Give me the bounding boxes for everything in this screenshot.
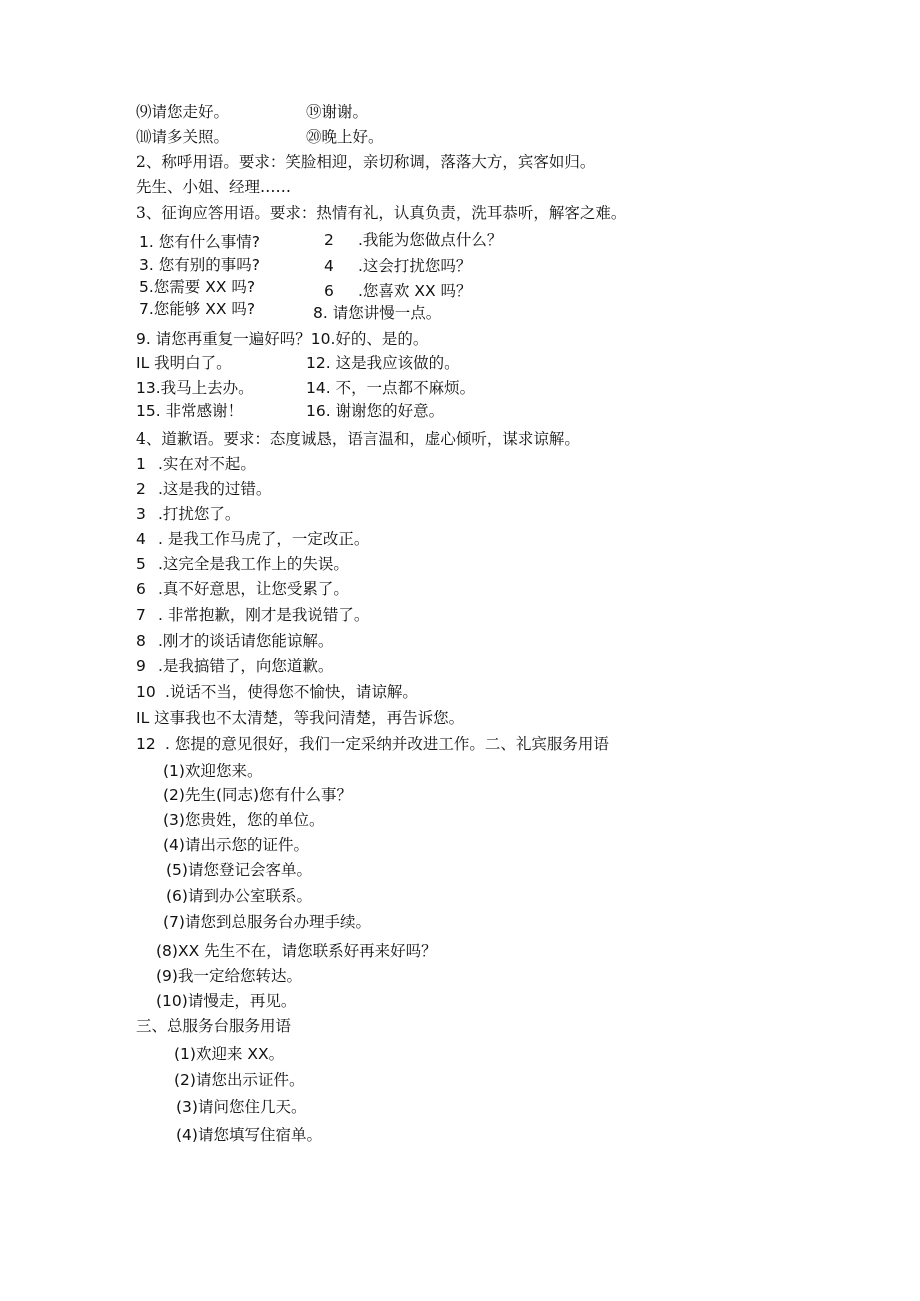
list-item: 15. 非常感谢！ xyxy=(136,402,244,420)
list-item: 1. 您有什么事情? xyxy=(139,233,260,251)
list-item-number: 3 xyxy=(136,505,146,523)
list-item: .真不好意思，让您受累了。 xyxy=(158,580,349,598)
section-heading: 4、道歉语。要求：态度诚恳，语言温和，虚心倾听，谋求谅解。 xyxy=(136,430,580,448)
list-item-number: 2 xyxy=(324,231,334,249)
list-item: ⑳晚上好。 xyxy=(306,128,384,146)
list-item: . 非常抱歉，刚才是我说错了。 xyxy=(158,606,370,624)
list-item: .说话不当，使得您不愉快，请谅解。 xyxy=(165,683,418,701)
list-item: 13.我马上去办。 xyxy=(136,379,254,397)
section-heading: 三、总服务台服务用语 xyxy=(136,1017,292,1035)
list-item: (6)请到办公室联系。 xyxy=(166,887,312,905)
list-item: 14. 不，一点都不麻烦。 xyxy=(306,379,476,397)
list-item: 5.您需要 XX 吗? xyxy=(139,278,256,296)
list-item: .刚才的谈话请您能谅解。 xyxy=(158,632,334,650)
list-item-number: 7 xyxy=(136,606,146,624)
list-item: (4)请出示您的证件。 xyxy=(163,836,309,854)
list-item-number: 5 xyxy=(136,555,146,573)
list-item: 12. 这是我应该做的。 xyxy=(306,354,460,372)
list-item: .这是我的过错。 xyxy=(158,480,272,498)
list-item: (2)先生(同志)您有什么事？ xyxy=(163,786,353,804)
list-item: ⑽请多关照。 xyxy=(136,128,230,146)
list-item-number: 6 xyxy=(324,282,334,300)
list-item: (5)请您登记会客单。 xyxy=(166,861,312,879)
list-item-number: 12 xyxy=(136,735,156,753)
list-item: . 您提的意见很好，我们一定采纳并改进工作。二、礼宾服务用语 xyxy=(165,735,609,753)
list-item: 8. 请您讲慢一点。 xyxy=(313,304,442,322)
list-item-number: 2 xyxy=(136,480,146,498)
list-item-number: 6 xyxy=(136,580,146,598)
list-item: 9. 请您再重复一遍好吗？10.好的、是的。 xyxy=(136,330,429,348)
list-item: IL 这事我也不太清楚，等我问清楚，再告诉您。 xyxy=(136,709,465,727)
list-item-number: 10 xyxy=(136,683,156,701)
list-item: (1)欢迎您来。 xyxy=(163,762,263,780)
list-item: IL 我明白了。 xyxy=(136,354,232,372)
list-item: 3. 您有别的事吗? xyxy=(139,256,260,274)
list-item: .实在对不起。 xyxy=(158,455,256,473)
list-item: .打扰您了。 xyxy=(158,505,241,523)
list-item: (9)我一定给您转达。 xyxy=(156,967,302,985)
list-item: .这会打扰您吗？ xyxy=(358,257,472,275)
list-item: (4)请您填写住宿单。 xyxy=(176,1126,322,1144)
list-item: ⑲谢谢。 xyxy=(306,103,369,121)
list-item: (1)欢迎来 XX。 xyxy=(174,1045,285,1063)
section-heading: 2、称呼用语。要求：笑脸相迎，亲切称调，落落大方，宾客如归。 xyxy=(136,153,596,171)
list-item: (7)请您到总服务台办理手续。 xyxy=(163,913,371,931)
list-item-number: 1 xyxy=(136,455,146,473)
paragraph: 先生、小姐、经理…… xyxy=(136,178,292,196)
list-item-number: 4 xyxy=(324,257,334,275)
list-item: ⑼请您走好。 xyxy=(136,103,230,121)
list-item-number: 8 xyxy=(136,632,146,650)
list-item: (10)请慢走，再见。 xyxy=(156,992,297,1010)
list-item: (3)您贵姓，您的单位。 xyxy=(163,811,325,829)
list-item: (3)请问您住几天。 xyxy=(176,1098,307,1116)
list-item: 16. 谢谢您的好意。 xyxy=(306,402,445,420)
list-item: (2)请您出示证件。 xyxy=(174,1071,305,1089)
list-item-number: 9 xyxy=(136,657,146,675)
list-item: . 是我工作马虎了，一定改正。 xyxy=(158,530,370,548)
list-item: .我能为您做点什么？ xyxy=(358,231,503,249)
list-item-number: 4 xyxy=(136,530,146,548)
list-item: 7.您能够 XX 吗? xyxy=(139,300,256,318)
list-item: .是我搞错了，向您道歉。 xyxy=(158,657,334,675)
list-item: .您喜欢 XX 吗？ xyxy=(358,282,472,300)
section-heading: 3、征询应答用语。要求：热情有礼，认真负责，洗耳恭听，解客之难。 xyxy=(136,204,627,222)
list-item: (8)XX 先生不在，请您联系好再来好吗？ xyxy=(156,942,437,960)
list-item: .这完全是我工作上的失误。 xyxy=(158,555,349,573)
